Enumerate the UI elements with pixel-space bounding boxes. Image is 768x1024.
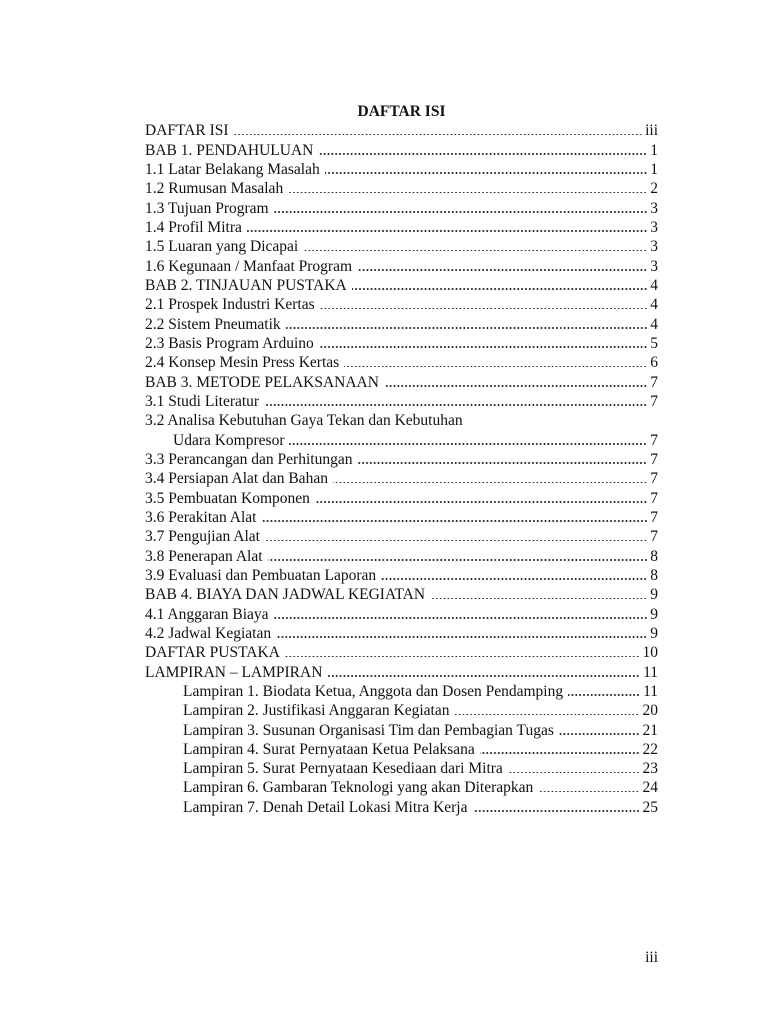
dot-leader — [320, 308, 648, 310]
dot-leader — [319, 346, 647, 348]
toc-page-number: 9 — [650, 624, 658, 642]
toc-page-number: 25 — [642, 798, 658, 816]
toc-subentry — [145, 721, 658, 740]
toc-entry-label: DAFTAR ISI — [145, 122, 229, 140]
dot-leader — [344, 366, 647, 368]
dot-leader — [247, 230, 647, 232]
toc-entry-label: 2.4 Konsep Mesin Press Kertas — [145, 354, 340, 372]
toc-entry-label: 4.1 Anggaran Biaya — [145, 605, 269, 623]
toc-entry-label: 3.8 Penerapan Alat — [145, 547, 263, 565]
toc-page-number: 7 — [650, 431, 658, 449]
toc-entry — [145, 547, 658, 566]
toc-page-number: 20 — [642, 702, 658, 720]
toc-entry — [145, 353, 658, 372]
toc-entry — [145, 508, 658, 527]
toc-entry — [145, 624, 658, 643]
dot-leader — [430, 598, 647, 600]
dot-leader — [318, 153, 647, 155]
toc-entry — [145, 585, 658, 604]
toc-page-number: 7 — [650, 508, 658, 526]
dot-leader — [274, 211, 648, 213]
toc-page-number: 7 — [650, 489, 658, 507]
toc-page-number: 7 — [650, 470, 658, 488]
toc-entry-label: 1.1 Latar Belakang Masalah — [145, 160, 320, 178]
toc-entry — [145, 276, 658, 295]
toc-entry-label: 3.3 Perancangan dan Perhitungan — [145, 450, 353, 468]
toc-entry-label: 4.2 Jadwal Kegiatan — [145, 624, 272, 642]
dot-leader — [559, 733, 640, 735]
toc-entry — [145, 334, 658, 353]
toc-entry-label: Lampiran 5. Surat Pernyataan Kesediaan dari Mitra — [183, 760, 503, 778]
dot-leader — [357, 462, 647, 464]
toc-entry-label: 1.6 Kegunaan / Manfaat Program — [145, 257, 353, 275]
toc-page-number: 6 — [650, 354, 658, 372]
dot-leader — [262, 520, 648, 522]
dot-leader — [268, 559, 648, 561]
toc-entry — [145, 489, 658, 508]
toc-page-number: 24 — [642, 779, 658, 797]
toc-page-number: 3 — [650, 257, 658, 275]
dot-leader — [327, 675, 640, 677]
toc-entry-label: BAB 1. PENDAHULUAN — [145, 141, 314, 159]
toc-entry — [145, 450, 658, 469]
toc-entry-label: Lampiran 2. Justifikasi Anggaran Kegiatan — [183, 702, 450, 720]
toc-entry — [145, 295, 658, 314]
toc-page-number: 3 — [650, 238, 658, 256]
toc-page-number: 3 — [650, 218, 658, 236]
toc-entry — [145, 237, 658, 256]
toc-entry-label: Lampiran 6. Gambaran Teknologi yang akan Diterapkan — [183, 779, 534, 797]
toc-entry-label: 3.4 Persiapan Alat dan Bahan — [145, 470, 328, 488]
toc-page-number: 4 — [650, 315, 658, 333]
toc-entry — [145, 566, 658, 585]
dot-leader — [352, 288, 648, 290]
dot-leader — [264, 404, 647, 406]
footer-page-number: iii — [645, 949, 658, 966]
dot-leader — [384, 385, 647, 387]
toc-page-number: 23 — [642, 760, 658, 778]
dot-leader — [538, 791, 639, 793]
toc-page-number: 2 — [650, 180, 658, 198]
toc-page-number: 8 — [650, 566, 658, 584]
dot-leader — [315, 501, 647, 503]
dot-leader — [288, 192, 647, 194]
dot-leader — [333, 482, 647, 484]
toc-entry — [145, 527, 658, 546]
dot-leader — [381, 578, 647, 580]
toc-page-number: 8 — [650, 547, 658, 565]
toc-entry — [145, 199, 658, 218]
toc-page-number: 7 — [650, 450, 658, 468]
toc-subentry — [145, 682, 658, 701]
toc-entry-label: Lampiran 4. Surat Pernyataan Ketua Pelaksana — [183, 740, 475, 758]
toc-entry — [145, 663, 658, 682]
toc-entry-label: 3.2 Analisa Kebutuhan Gaya Tekan dan Kebutuhan — [145, 412, 463, 430]
toc-entry — [145, 411, 658, 430]
toc-page-number: 1 — [650, 160, 658, 178]
toc-entry — [145, 141, 658, 160]
dot-leader — [480, 752, 640, 754]
dot-leader — [473, 810, 640, 812]
toc-subentry — [145, 701, 658, 720]
toc-entry-label: 3.1 Studi Literatur — [145, 392, 260, 410]
page-title: DAFTAR ISI — [357, 103, 446, 120]
toc-page-number: 11 — [643, 663, 658, 681]
toc-entry-label: Lampiran 7. Denah Detail Lokasi Mitra Kerja — [183, 798, 468, 816]
toc-entry — [145, 121, 658, 140]
toc-page-number: 4 — [650, 276, 658, 294]
toc-subentry — [145, 759, 658, 778]
toc-entry — [145, 218, 658, 237]
toc-page-number: 9 — [650, 605, 658, 623]
dot-leader — [357, 269, 647, 271]
toc-entry-label: Lampiran 1. Biodata Ketua, Anggota dan Dosen Pendamping — [183, 682, 564, 700]
dot-leader — [286, 327, 648, 329]
dot-leader — [454, 714, 639, 716]
table-of-contents — [145, 102, 658, 817]
toc-entry-label: 1.4 Profil Mitra — [145, 218, 242, 236]
toc-page-number: 4 — [650, 296, 658, 314]
toc-entry-label: Udara Kompresor — [173, 431, 285, 449]
toc-page-number: 7 — [650, 373, 658, 391]
toc-entry — [145, 257, 658, 276]
toc-entry — [145, 643, 658, 662]
toc-entry-label: 1.2 Rumusan Masalah — [145, 180, 284, 198]
toc-entry-label: Lampiran 3. Susunan Organisasi Tim dan Pembagian Tugas — [183, 721, 554, 739]
dot-leader — [508, 772, 640, 774]
toc-page-number: 3 — [650, 199, 658, 217]
toc-entry-label: DAFTAR PUSTAKA — [145, 644, 280, 662]
toc-entry-label: 3.5 Pembuatan Komponen — [145, 489, 310, 507]
dot-leader — [234, 134, 642, 136]
toc-entry-label: 2.1 Prospek Industri Kertas — [145, 296, 315, 314]
toc-entry-label: BAB 4. BIAYA DAN JADWAL KEGIATAN — [145, 586, 426, 604]
toc-entry-continuation — [145, 431, 658, 450]
dot-leader — [325, 172, 648, 174]
dot-leader — [568, 694, 640, 696]
toc-page-number: 7 — [650, 392, 658, 410]
toc-page-number: 9 — [650, 586, 658, 604]
toc-page-number: 1 — [650, 141, 658, 159]
toc-entry-label: 2.3 Basis Program Arduino — [145, 334, 314, 352]
toc-list — [145, 121, 658, 817]
toc-entry — [145, 315, 658, 334]
toc-entry — [145, 392, 658, 411]
toc-entry-label: 2.2 Sistem Pneumatik — [145, 315, 281, 333]
toc-entry-label: 3.6 Perakitan Alat — [145, 508, 257, 526]
toc-entry — [145, 373, 658, 392]
toc-entry — [145, 605, 658, 624]
toc-subentry — [145, 778, 658, 797]
toc-page-number: 7 — [650, 528, 658, 546]
toc-page-number: iii — [645, 122, 658, 140]
toc-entry-label: 1.5 Luaran yang Dicapai — [145, 238, 299, 256]
toc-entry — [145, 179, 658, 198]
toc-page-number: 10 — [642, 644, 658, 662]
dot-leader — [289, 443, 647, 445]
dot-leader — [274, 617, 648, 619]
toc-page-number: 5 — [650, 334, 658, 352]
toc-entry-label: LAMPIRAN – LAMPIRAN — [145, 663, 323, 681]
dot-leader — [276, 636, 647, 638]
toc-entry-label: 1.3 Tujuan Program — [145, 199, 269, 217]
toc-entry-label: 3.9 Evaluasi dan Pembuatan Laporan — [145, 566, 377, 584]
toc-page-number: 21 — [642, 721, 658, 739]
toc-page-number: 11 — [643, 682, 658, 700]
dot-leader — [285, 656, 640, 658]
toc-page-number: 22 — [642, 740, 658, 758]
dot-leader — [303, 250, 647, 252]
toc-entry-label: BAB 2. TINJAUAN PUSTAKA — [145, 276, 347, 294]
dot-leader — [265, 540, 647, 542]
toc-entry-label: 3.7 Pengujian Alat — [145, 528, 260, 546]
toc-subentry — [145, 740, 658, 759]
toc-entry — [145, 469, 658, 488]
toc-entry-label: BAB 3. METODE PELAKSANAAN — [145, 373, 379, 391]
toc-subentry — [145, 798, 658, 817]
toc-entry — [145, 160, 658, 179]
